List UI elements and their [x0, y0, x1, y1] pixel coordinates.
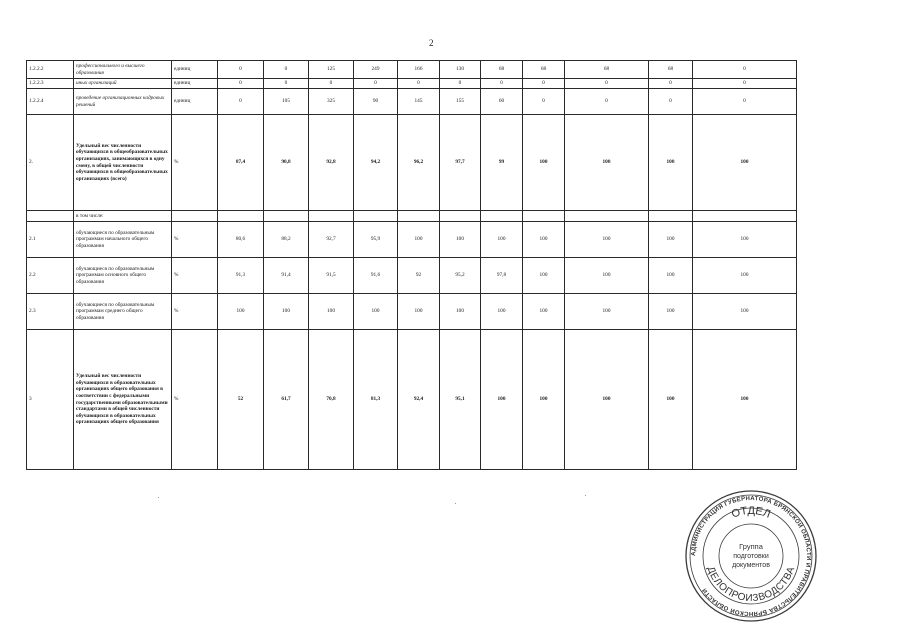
value-cell: 0: [398, 79, 440, 89]
stamp-arc-bottom: ДЕЛОПРОИЗВОДСТВА: [704, 565, 798, 605]
row-unit: %: [172, 330, 218, 470]
row-unit: %: [172, 222, 218, 258]
value-cell: 92,8: [309, 115, 354, 211]
value-cell: 52: [218, 330, 264, 470]
value-cell: 0: [218, 89, 264, 115]
value-cell: 0: [693, 89, 797, 115]
value-cell: 100: [523, 258, 565, 294]
value-cell: 100: [264, 294, 309, 330]
value-cell: 100: [565, 330, 649, 470]
value-cell: [481, 211, 523, 222]
row-code: 2.1: [27, 222, 74, 258]
value-cell: 100: [565, 222, 649, 258]
value-cell: 94,2: [354, 115, 398, 211]
value-cell: 100: [481, 330, 523, 470]
value-cell: 90,8: [264, 115, 309, 211]
value-cell: 100: [523, 294, 565, 330]
value-cell: 100: [218, 294, 264, 330]
value-cell: 100: [398, 222, 440, 258]
row-name: в том числе:: [74, 211, 172, 222]
value-cell: 166: [398, 61, 440, 79]
value-cell: 100: [649, 115, 693, 211]
row-unit: [172, 211, 218, 222]
row-code: 1.2.2.2: [27, 61, 74, 79]
value-cell: 88,2: [264, 222, 309, 258]
value-cell: 61,7: [264, 330, 309, 470]
value-cell: 100: [565, 115, 649, 211]
value-cell: 0: [218, 61, 264, 79]
svg-text:ДЕЛОПРОИЗВОДСТВА: [705, 565, 798, 604]
page-number: 2: [429, 38, 434, 48]
table-row: [27, 258, 797, 294]
scan-speck: [158, 497, 159, 498]
scan-speck: [585, 495, 586, 496]
row-code: 2.: [27, 115, 74, 211]
table-row: [27, 115, 797, 211]
value-cell: 100: [309, 294, 354, 330]
row-name: обучающиеся по образовательным программам основного общего образования: [74, 258, 172, 294]
value-cell: 155: [440, 89, 481, 115]
value-cell: 100: [440, 294, 481, 330]
stamp-arc-top: ОТДЕЛ: [730, 504, 773, 521]
value-cell: 80,6: [218, 222, 264, 258]
value-cell: 100: [523, 115, 565, 211]
value-cell: 91,3: [218, 258, 264, 294]
value-cell: [264, 211, 309, 222]
table-row: [27, 330, 797, 470]
value-cell: 100: [481, 222, 523, 258]
value-cell: [565, 211, 649, 222]
row-code: [27, 211, 74, 222]
value-cell: 100: [649, 330, 693, 470]
row-unit: %: [172, 294, 218, 330]
stamp-center-line-3: документов: [732, 562, 770, 569]
value-cell: 91,4: [264, 258, 309, 294]
value-cell: 100: [649, 294, 693, 330]
value-cell: [523, 211, 565, 222]
value-cell: 92,4: [398, 330, 440, 470]
indicators-table: [26, 60, 797, 470]
value-cell: 68: [649, 61, 693, 79]
value-cell: 249: [354, 61, 398, 79]
value-cell: 0: [693, 61, 797, 79]
value-cell: 105: [264, 89, 309, 115]
value-cell: 0: [264, 61, 309, 79]
value-cell: 100: [649, 222, 693, 258]
value-cell: 95,1: [440, 330, 481, 470]
value-cell: 100: [649, 258, 693, 294]
value-cell: 100: [693, 294, 797, 330]
scan-speck: [455, 503, 456, 504]
value-cell: 92,7: [309, 222, 354, 258]
value-cell: 68: [565, 61, 649, 79]
row-unit: единиц: [172, 89, 218, 115]
stamp-outer-text: АДМИНИСТРАЦИЯ ГУБЕРНАТОРА БРЯНСКОЙ ОБЛАСТИ И ПРАВИТЕЛЬСТВА БРЯНСКОЙ ОБЛАСТИ: [690, 495, 812, 617]
stamp-center-line-2: подготовки: [733, 553, 769, 560]
value-cell: [218, 211, 264, 222]
value-cell: 81,3: [354, 330, 398, 470]
value-cell: [309, 211, 354, 222]
value-cell: 0: [523, 79, 565, 89]
value-cell: [693, 211, 797, 222]
value-cell: 0: [565, 79, 649, 89]
value-cell: 96,2: [398, 115, 440, 211]
value-cell: 0: [309, 79, 354, 89]
value-cell: 100: [693, 330, 797, 470]
value-cell: [440, 211, 481, 222]
row-name: профессионального и высшего образования: [74, 61, 172, 79]
value-cell: 100: [523, 222, 565, 258]
value-cell: 145: [398, 89, 440, 115]
value-cell: 0: [440, 79, 481, 89]
row-name: обучающиеся по образовательным программам начального общего образования: [74, 222, 172, 258]
value-cell: 100: [693, 222, 797, 258]
value-cell: 0: [354, 79, 398, 89]
value-cell: 100: [693, 115, 797, 211]
value-cell: 91,6: [354, 258, 398, 294]
value-cell: 95,9: [354, 222, 398, 258]
value-cell: 0: [523, 89, 565, 115]
value-cell: 95,2: [440, 258, 481, 294]
value-cell: 0: [649, 79, 693, 89]
value-cell: 92: [398, 258, 440, 294]
value-cell: 97,8: [481, 258, 523, 294]
row-name: иных организаций: [74, 79, 172, 89]
value-cell: 100: [693, 258, 797, 294]
value-cell: 97,7: [440, 115, 481, 211]
row-unit: единиц: [172, 61, 218, 79]
row-code: 2.3: [27, 294, 74, 330]
value-cell: 0: [481, 79, 523, 89]
row-name: обучающиеся по образовательным программам среднего общего образования: [74, 294, 172, 330]
row-code: 2.2: [27, 258, 74, 294]
value-cell: 100: [565, 294, 649, 330]
value-cell: [649, 211, 693, 222]
value-cell: 0: [693, 79, 797, 89]
row-name: Удельный вес численности обучающихся в образовательных организациях общего образования в соответствии с федеральными государственными образовательными стандартами в общей численности обучающихся в образовательных организациях общего образования: [74, 330, 172, 470]
value-cell: [398, 211, 440, 222]
value-cell: 0: [649, 89, 693, 115]
value-cell: 100: [565, 258, 649, 294]
table-row: [27, 89, 797, 115]
value-cell: 0: [218, 79, 264, 89]
table-row: [27, 294, 797, 330]
value-cell: 0: [264, 79, 309, 89]
value-cell: 325: [309, 89, 354, 115]
table-row: [27, 61, 797, 79]
value-cell: 125: [309, 61, 354, 79]
value-cell: 91,5: [309, 258, 354, 294]
table-row: [27, 211, 797, 222]
table-row: [27, 222, 797, 258]
value-cell: 100: [398, 294, 440, 330]
value-cell: 100: [440, 222, 481, 258]
value-cell: 68: [481, 61, 523, 79]
value-cell: 87,4: [218, 115, 264, 211]
value-cell: [354, 211, 398, 222]
value-cell: 100: [523, 330, 565, 470]
value-cell: 60: [481, 89, 523, 115]
row-name: Удельный вес численности обучающихся в общеобразовательных организациях, занимающихся в одну смену, в общей численности обучающихся в общеобразовательных организациях (всего): [74, 115, 172, 211]
value-cell: 68: [523, 61, 565, 79]
value-cell: 130: [440, 61, 481, 79]
table-row: [27, 79, 797, 89]
official-stamp: [683, 488, 819, 624]
svg-text:ОТДЕЛ: [730, 505, 772, 521]
value-cell: 99: [481, 115, 523, 211]
value-cell: 100: [354, 294, 398, 330]
row-code: 1.2.2.3: [27, 79, 74, 89]
value-cell: 90: [354, 89, 398, 115]
row-name: проведение организационных кадровых решений: [74, 89, 172, 115]
row-code: 3: [27, 330, 74, 470]
stamp-center-line-1: Группа: [739, 542, 763, 551]
row-unit: единиц: [172, 79, 218, 89]
row-unit: %: [172, 115, 218, 211]
row-code: 1.2.2.4: [27, 89, 74, 115]
value-cell: 70,8: [309, 330, 354, 470]
value-cell: 0: [565, 89, 649, 115]
row-unit: %: [172, 258, 218, 294]
value-cell: 100: [481, 294, 523, 330]
